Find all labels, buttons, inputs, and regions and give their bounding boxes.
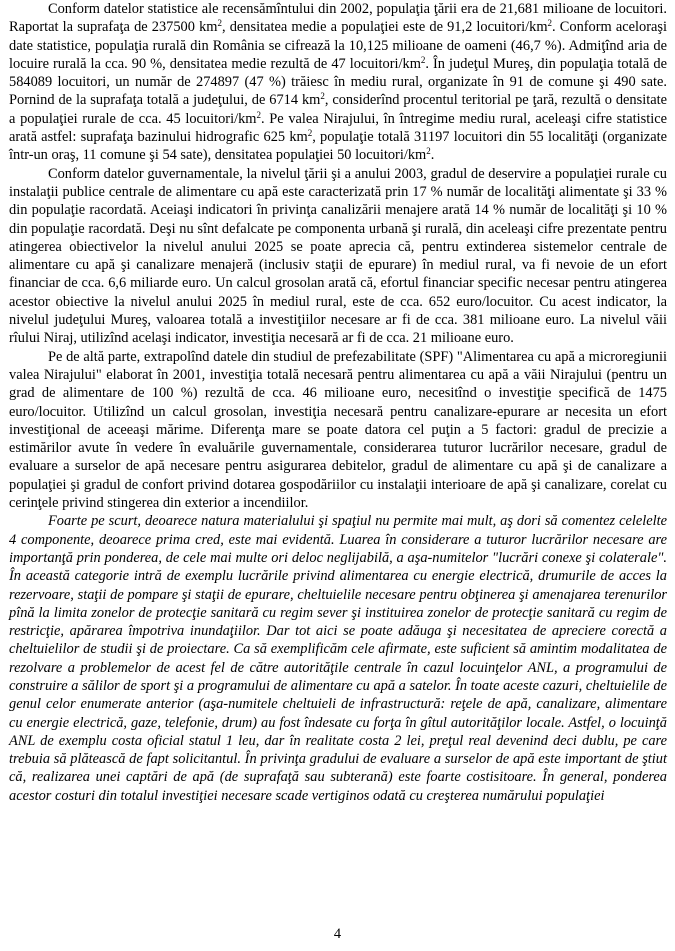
paragraph xyxy=(9,348,667,513)
text-run: Pe de altă parte, extrapolînd datele din studiul de prefezabilitate (SPF) "Alimentarea cu apă a microregiunii valea Nirajului" elaborat în 2001, investiţia totală necesară pentru alimentarea cu apă a văii Nirajului (pentru un grad de alimentare de 100 %) rezultă de cca. 46 milioane euro, necesitînd o investiţie specifică de 1475 euro/locuitor. Utilizînd un calcul grosolan, investiţia necesară pentru canalizare-epurare ar necesita un efort investiţional de aceeaşi mărime. Diferenţa mare se poate datora cel puţin a 5 factori: gradul de precizie a estimărilor avute în vedere în evaluările guvernamentale, considerarea tuturor lucrărilor necesare, gradul de evaluare a surselor de apă necesare pentru asigurarea debitelor, gradul de alimentare cu apă şi de canalizare a populaţiei şi gradul de confort privind dotarea gospodăriilor cu instalaţii interioare de apă şi canalizare, corelat cu cerinţele privind stingerea din exterior a incendiilor. xyxy=(9,348,667,512)
paragraph xyxy=(9,165,667,348)
superscript: 2 xyxy=(307,128,313,139)
text-run: . Conform aceloraşi date statistice, populaţia rurală din România se cifrează la 10,125 milioane de oameni (46,7 %). Admiţînd aria de locuire rurală la cca. 90 %, densitatea medie rezultă de 47 locuitori/km xyxy=(9,19,668,72)
text-run: Conform datelor statistice ale recensămîntului din 2002, populaţia ţării era de 21,681 milioane de locuitori. Raportat la suprafaţa de 237500 km xyxy=(9,1,667,36)
superscript: 2 xyxy=(547,18,553,29)
document-page xyxy=(9,0,667,805)
superscript: 2 xyxy=(320,91,325,102)
text-run: . xyxy=(430,147,435,164)
superscript: 2 xyxy=(256,109,261,120)
text-run: , considerînd procentul teritorial pe ţară, rezultă o densitate a populaţiei rurale de cca. 45 locuitori/km xyxy=(9,92,667,127)
superscript: 2 xyxy=(217,18,222,29)
text-run: . Pe valea Nirajului, în întregime mediu rural, aceleaşi cifre statistice arată astfel: suprafaţa bazinului hidrografic 625 km xyxy=(9,110,668,146)
text-run: Foarte pe scurt, deoarece natura materialului şi spaţiul nu permite mai mult, aş dori să comentez celelelte 4 componente, deoarece prima cred, este mai evidentă. Luarea în considerare a tuturor lucrărilor necesare are importanţă prin ponderea, de cele mai multe ori deloc neglijabilă, a aşa-numitelor "lucrări conexe şi colaterale". În această categorie intră de exemplu lucrările privind alimentarea cu energie electrică, drumurile de acces la rezervoare, staţii de pompare şi staţii de epurare, cheltuielile necesare pentru obţinerea şi amenajarea terenurilor pînă la limita zonelor de protecţie sanitară cu regim sever şi instituirea zonelor de protecţie sanitară cu regim de restricţie, apărarea împotriva inundaţiilor. Dar tot aici se poate adăuga şi necesitatea de apreciere corectă a cheltuielilor de studii şi de proiectare. Ca să exemplificăm cele afirmate, este suficient să amintim modalitatea de rezolvare a problemelor de acest fel de către autorităţile centrale în cazul locuinţelor ANL, a programului de construire a sălilor de sport şi a programului de alimentare cu apă a satelor. În toate aceste cazuri, cheltuielile de genul celor enumerate anterior (aşa-numitele cheltuieli de infrastructură: reţele de apă, canalizare, alimentare cu energie electrică, gaze, telefonie, drum) au fost îndesate cu forţa în gîtul autorităţilor locale. Astfel, o locuinţă ANL de exemplu costa oficial statul 1 leu, dar în realitate costa 2 lei, preţul real devenind deci dublu, pe care trebuia să plătească de fapt solicitantul. În privinţa gradului de evaluare a surselor de apă este important de ştiut că, realizarea unei captări de apă (de suprafaţă sau subterană) este foarte costisitoare. În general, ponderea acestor costuri din totalul investiţiei necesare scade vertiginos odată cu creşterea numărului populaţiei xyxy=(9,513,667,804)
text-run: , populaţie totală 31197 locuitori din 55 localităţi (organizate într-un oraş, 11 comune şi 54 sate), densitatea populaţiei 50 locuitori/km xyxy=(9,129,667,164)
paragraph xyxy=(9,0,667,165)
superscript: 2 xyxy=(426,146,431,157)
superscript: 2 xyxy=(420,54,426,65)
page-number: 4 xyxy=(333,926,342,942)
text-run: Conform datelor guvernamentale, la nivelul ţării şi a anului 2003, gradul de deservire a populaţiei rurale cu instalaţii publice centrale de alimentare cu apă este caracterizată prin 17 % număr de localităţi alimentate şi 33 % din populaţie racordată. Aceiaşi indicatori în privinţa canalizării menajere arată 14 % număr de localităţi şi 10 % din populaţie racordată. Deşi nu sînt defalcate pe componenta urbană şi rurală, din aceleaşi cifre prezentate pentru atingerea obiectivelor la nivelul anului 2025 se poate aprecia că, pentru extinderea sistemelor centrale de alimentare cu apă şi canalizare menajeră (inclusiv staţii de epurare) în mediul rural, va fi nevoie de un efort financiar de cca. 6,6 miliarde euro. Un calcul grosolan arată că, efortul financiar specific necesar pentru atingerea acestor obiective la nivelul anului 2025 în mediul rural, este de cca. 652 euro/locuitor. Cu acest indicator, la nivelul judeţului Mureş, valoarea totală a investiţiilor necesare ar fi de cca. 381 milioane euro. La nivelul văii rîului Niraj, utilizînd acelaşi indicator, investiţia necesară ar fi de cca. 21 milioane euro. xyxy=(9,165,667,347)
text-run: , densitatea medie a populaţiei este de 91,2 locuitori/km xyxy=(221,19,548,36)
paragraph xyxy=(9,512,667,805)
text-run: . În judeţul Mureş, din populaţia totală de 584089 locuitori, un număr de 274897 (47 %) trăiesc în mediu rural, organizate în 91 de comune şi 490 sate. Pornind de la suprafaţa totală a judeţului, de 6714 km xyxy=(9,55,667,109)
